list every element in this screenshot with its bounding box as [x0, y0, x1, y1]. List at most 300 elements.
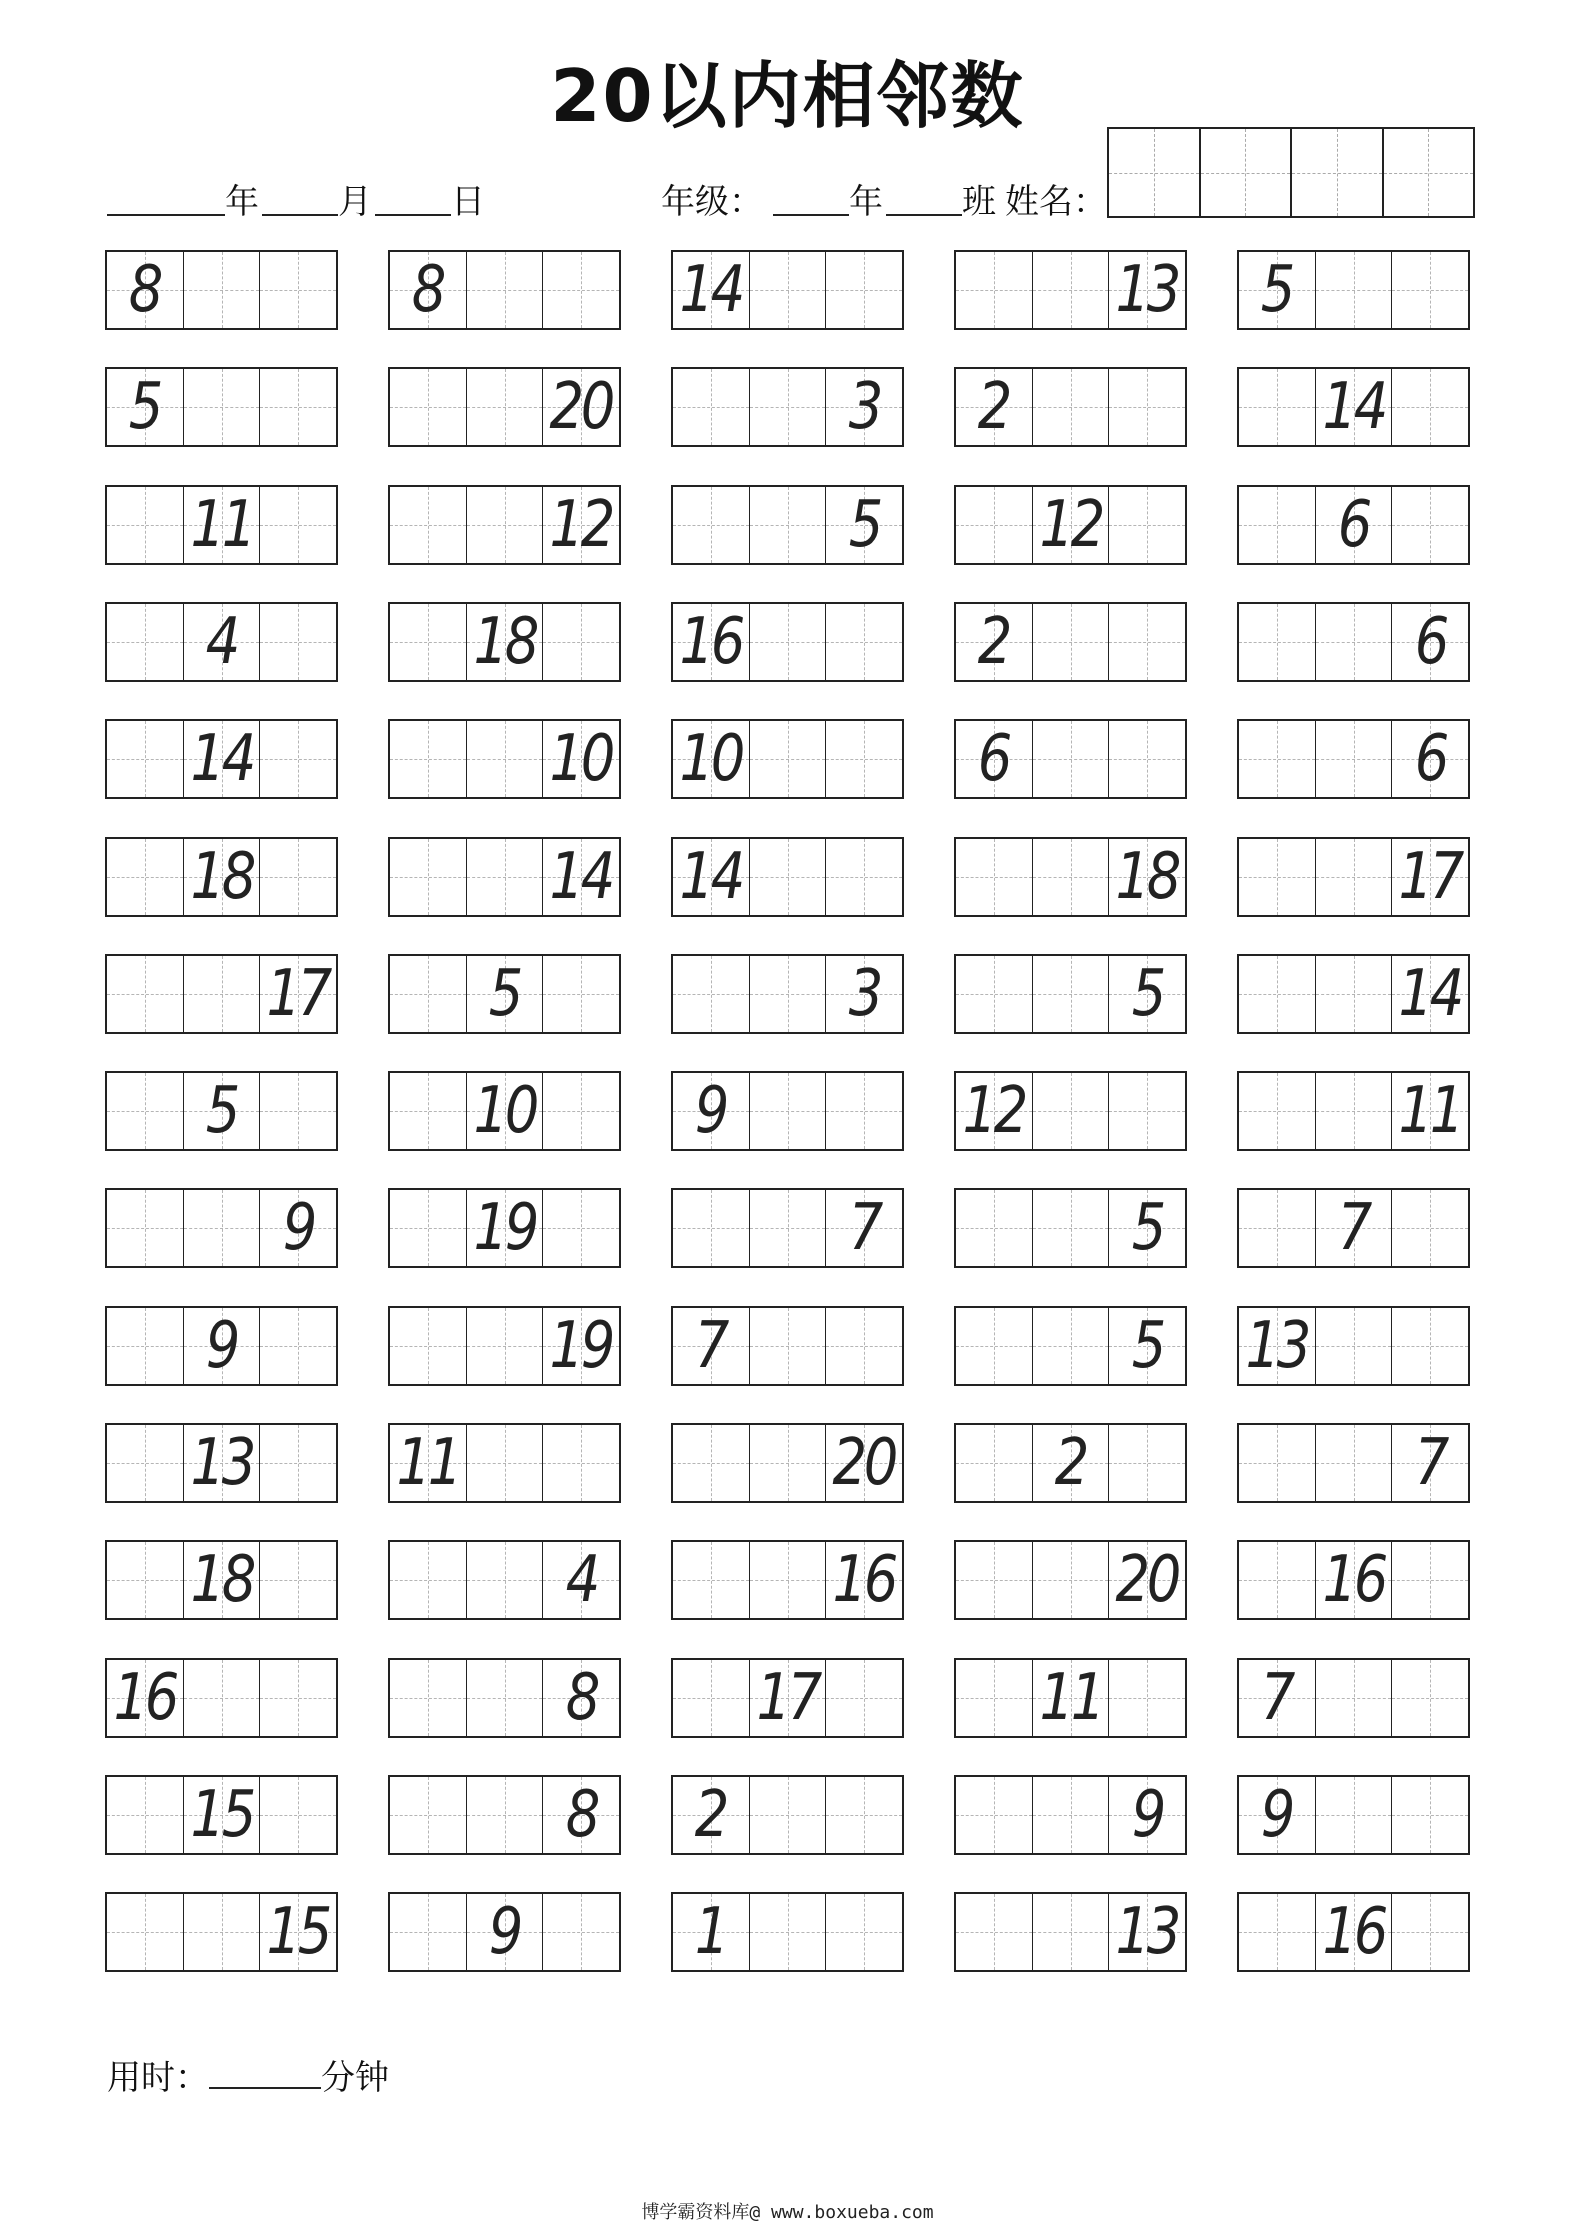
given-number-cell [956, 721, 1033, 797]
answer-cell[interactable] [1239, 1425, 1316, 1501]
day-blank[interactable] [375, 214, 451, 216]
neighbor-exercise [105, 1188, 338, 1268]
given-number-cell [1316, 369, 1393, 445]
answer-cell[interactable] [467, 1425, 544, 1501]
answer-cell[interactable] [1239, 721, 1316, 797]
answer-cell[interactable] [184, 956, 261, 1032]
given-number-cell [184, 839, 261, 915]
given-number: 6 [1414, 722, 1446, 796]
answer-cell[interactable] [1033, 721, 1110, 797]
answer-cell[interactable] [1239, 1542, 1316, 1618]
answer-cell[interactable] [750, 1190, 827, 1266]
answer-cell[interactable] [956, 252, 1033, 328]
neighbor-exercise [388, 1658, 621, 1738]
given-number-cell [184, 487, 261, 563]
neighbor-exercise [671, 602, 904, 682]
answer-cell[interactable] [1109, 721, 1185, 797]
given-number: 14 [679, 840, 743, 914]
given-number-cell [184, 604, 261, 680]
answer-cell[interactable] [107, 956, 184, 1032]
given-number: 14 [1398, 957, 1462, 1031]
given-number: 13 [1245, 1309, 1309, 1383]
given-number: 16 [1322, 1895, 1385, 1969]
answer-cell[interactable] [467, 1542, 544, 1618]
answer-cell[interactable] [1033, 1542, 1110, 1618]
given-number: 14 [679, 253, 743, 327]
given-number-cell [673, 839, 750, 915]
answer-cell[interactable] [260, 369, 336, 445]
name-box[interactable] [1109, 129, 1201, 216]
given-number-cell [1392, 604, 1468, 680]
answer-cell[interactable] [956, 1190, 1033, 1266]
answer-cell[interactable] [107, 1190, 184, 1266]
answer-cell[interactable] [956, 1777, 1033, 1853]
given-number-cell [1392, 956, 1468, 1032]
answer-cell[interactable] [1033, 1308, 1110, 1384]
answer-cell[interactable] [260, 839, 336, 915]
answer-cell[interactable] [260, 721, 336, 797]
answer-cell[interactable] [750, 369, 827, 445]
given-number: 17 [1398, 840, 1462, 914]
answer-cell[interactable] [1392, 1660, 1468, 1736]
neighbor-exercise [1237, 1775, 1470, 1855]
given-number: 20 [832, 1426, 896, 1500]
answer-cell[interactable] [260, 1777, 336, 1853]
given-number: 5 [129, 370, 161, 444]
answer-cell[interactable] [1033, 369, 1110, 445]
neighbor-exercise [954, 367, 1187, 447]
answer-cell[interactable] [1239, 1190, 1316, 1266]
given-number: 7 [695, 1309, 727, 1383]
answer-cell[interactable] [390, 839, 467, 915]
answer-cell[interactable] [467, 839, 544, 915]
answer-cell[interactable] [673, 1660, 750, 1736]
answer-cell[interactable] [467, 369, 544, 445]
neighbor-exercise [1237, 954, 1470, 1034]
given-number: 6 [978, 722, 1010, 796]
answer-cell[interactable] [826, 604, 902, 680]
answer-cell[interactable] [543, 1894, 619, 1970]
neighbor-exercise [954, 602, 1187, 682]
answer-cell[interactable] [1033, 1190, 1110, 1266]
given-number-cell [956, 369, 1033, 445]
answer-cell[interactable] [390, 721, 467, 797]
given-number-cell [1239, 1777, 1316, 1853]
given-number-cell [673, 604, 750, 680]
neighbor-exercise [671, 954, 904, 1034]
answer-cell[interactable] [673, 956, 750, 1032]
answer-cell[interactable] [260, 252, 336, 328]
answer-cell[interactable] [1239, 369, 1316, 445]
given-number: 10 [473, 1074, 536, 1148]
neighbor-exercise [671, 485, 904, 565]
neighbor-exercise [1237, 485, 1470, 565]
neighbor-exercise [954, 1658, 1187, 1738]
neighbor-exercise [105, 1775, 338, 1855]
given-number-cell [543, 369, 619, 445]
answer-cell[interactable] [1392, 252, 1468, 328]
given-number-cell [826, 1190, 902, 1266]
given-number: 20 [1115, 1543, 1179, 1617]
answer-cell[interactable] [826, 252, 902, 328]
answer-cell[interactable] [750, 1425, 827, 1501]
answer-cell[interactable] [543, 1073, 619, 1149]
given-number: 11 [1398, 1074, 1462, 1148]
answer-cell[interactable] [467, 721, 544, 797]
class-blank[interactable] [886, 214, 962, 216]
answer-cell[interactable] [750, 1894, 827, 1970]
answer-cell[interactable] [260, 1425, 336, 1501]
answer-cell[interactable] [1239, 604, 1316, 680]
name-box[interactable] [1292, 129, 1384, 216]
answer-cell[interactable] [107, 839, 184, 915]
answer-cell[interactable] [260, 604, 336, 680]
given-number-cell [673, 1073, 750, 1149]
footer-brand: 博学霸资料库@ www.boxueba.com [641, 2202, 934, 2223]
answer-cell[interactable] [1392, 1308, 1468, 1384]
answer-cell[interactable] [956, 1660, 1033, 1736]
answer-cell[interactable] [184, 1894, 261, 1970]
answer-cell[interactable] [1392, 1190, 1468, 1266]
given-number: 7 [1337, 1191, 1370, 1265]
answer-cell[interactable] [467, 252, 544, 328]
answer-cell[interactable] [750, 1777, 827, 1853]
answer-cell[interactable] [1239, 1894, 1316, 1970]
answer-cell[interactable] [390, 1308, 467, 1384]
given-number-cell [467, 1190, 544, 1266]
month-label: 月 [338, 182, 372, 222]
answer-cell[interactable] [260, 1660, 336, 1736]
answer-cell[interactable] [260, 1073, 336, 1149]
answer-cell[interactable] [390, 1660, 467, 1736]
answer-cell[interactable] [107, 1542, 184, 1618]
answer-cell[interactable] [543, 252, 619, 328]
answer-cell[interactable] [107, 1073, 184, 1149]
answer-cell[interactable] [956, 1542, 1033, 1618]
answer-cell[interactable] [826, 839, 902, 915]
answer-cell[interactable] [826, 721, 902, 797]
answer-cell[interactable] [107, 1777, 184, 1853]
answer-cell[interactable] [1033, 1777, 1110, 1853]
answer-cell[interactable] [543, 604, 619, 680]
answer-cell[interactable] [543, 1190, 619, 1266]
answer-cell[interactable] [107, 1308, 184, 1384]
answer-cell[interactable] [390, 1073, 467, 1149]
neighbor-exercise [671, 1775, 904, 1855]
answer-cell[interactable] [467, 1777, 544, 1853]
name-boxes[interactable] [1107, 127, 1475, 218]
answer-cell[interactable] [750, 604, 827, 680]
given-number: 15 [266, 1895, 330, 1969]
answer-cell[interactable] [467, 1660, 544, 1736]
answer-cell[interactable] [750, 1542, 827, 1618]
answer-cell[interactable] [1392, 369, 1468, 445]
month-blank[interactable] [262, 214, 338, 216]
answer-cell[interactable] [826, 1308, 902, 1384]
answer-cell[interactable] [673, 1190, 750, 1266]
given-number-cell [260, 1190, 336, 1266]
given-number-cell [1033, 487, 1110, 563]
given-number-cell [1109, 1308, 1185, 1384]
answer-cell[interactable] [1109, 369, 1185, 445]
answer-cell[interactable] [1316, 1308, 1393, 1384]
answer-cell[interactable] [390, 604, 467, 680]
answer-cell[interactable] [1392, 1777, 1468, 1853]
answer-cell[interactable] [673, 369, 750, 445]
neighbor-exercise [105, 837, 338, 917]
answer-cell[interactable] [390, 1542, 467, 1618]
given-number-cell [1392, 839, 1468, 915]
answer-cell[interactable] [1033, 956, 1110, 1032]
given-number: 9 [205, 1309, 238, 1383]
given-number: 3 [848, 957, 880, 1031]
given-number-cell [1239, 1660, 1316, 1736]
answer-cell[interactable] [750, 1308, 827, 1384]
answer-cell[interactable] [1316, 1660, 1393, 1736]
neighbor-exercise [671, 250, 904, 330]
answer-cell[interactable] [390, 487, 467, 563]
neighbor-exercise [1237, 367, 1470, 447]
neighbor-exercise [105, 1071, 338, 1151]
grade-label: 年级： [661, 182, 763, 222]
given-number-cell [543, 1308, 619, 1384]
given-number: 19 [549, 1309, 613, 1383]
answer-cell[interactable] [1109, 1660, 1185, 1736]
answer-cell[interactable] [184, 1660, 261, 1736]
answer-cell[interactable] [956, 1425, 1033, 1501]
answer-cell[interactable] [260, 1308, 336, 1384]
answer-cell[interactable] [1239, 487, 1316, 563]
given-number-cell [750, 1660, 827, 1736]
given-number: 2 [1054, 1426, 1087, 1500]
given-number-cell [184, 1073, 261, 1149]
given-number: 2 [978, 605, 1010, 679]
answer-cell[interactable] [390, 956, 467, 1032]
given-number: 14 [1322, 370, 1385, 444]
answer-cell[interactable] [956, 1894, 1033, 1970]
given-number-cell [467, 604, 544, 680]
answer-cell[interactable] [1392, 487, 1468, 563]
answer-cell[interactable] [1316, 1425, 1393, 1501]
neighbor-exercise [105, 1892, 338, 1972]
neighbor-exercise [388, 1306, 621, 1386]
answer-cell[interactable] [1109, 487, 1185, 563]
answer-cell[interactable] [1316, 956, 1393, 1032]
neighbor-exercise [388, 1188, 621, 1268]
neighbor-exercise [105, 1306, 338, 1386]
given-number-cell [543, 1542, 619, 1618]
given-number: 4 [565, 1543, 597, 1617]
neighbor-exercise [105, 719, 338, 799]
answer-cell[interactable] [750, 252, 827, 328]
given-number: 5 [1131, 1309, 1163, 1383]
given-number-cell [107, 369, 184, 445]
answer-cell[interactable] [107, 1425, 184, 1501]
answer-cell[interactable] [107, 1894, 184, 1970]
answer-cell[interactable] [956, 839, 1033, 915]
neighbor-exercise [105, 1540, 338, 1620]
neighbor-exercise [1237, 1423, 1470, 1503]
given-number: 15 [190, 1778, 253, 1852]
answer-cell[interactable] [1033, 604, 1110, 680]
neighbor-exercise [1237, 1540, 1470, 1620]
given-number: 16 [113, 1661, 177, 1735]
answer-cell[interactable] [826, 1660, 902, 1736]
answer-cell[interactable] [1109, 604, 1185, 680]
answer-cell[interactable] [826, 1073, 902, 1149]
given-number: 17 [266, 957, 330, 1031]
grade-year-label: 年 [849, 182, 883, 222]
name-box[interactable] [1384, 129, 1474, 216]
answer-cell[interactable] [1033, 839, 1110, 915]
day-label: 日 [451, 182, 485, 222]
given-number: 11 [1039, 1661, 1102, 1735]
neighbor-exercise [105, 485, 338, 565]
answer-cell[interactable] [826, 1777, 902, 1853]
neighbor-exercise [671, 1071, 904, 1151]
given-number: 9 [488, 1895, 521, 1969]
answer-cell[interactable] [673, 1542, 750, 1618]
neighbor-exercise [105, 1423, 338, 1503]
neighbor-exercise [1237, 837, 1470, 917]
given-number-cell [390, 252, 467, 328]
given-number: 8 [129, 253, 161, 327]
answer-cell[interactable] [1316, 839, 1393, 915]
answer-cell[interactable] [184, 1190, 261, 1266]
answer-cell[interactable] [1033, 1073, 1110, 1149]
answer-cell[interactable] [750, 721, 827, 797]
answer-cell[interactable] [956, 956, 1033, 1032]
given-number-cell [1239, 252, 1316, 328]
neighbor-exercise [388, 485, 621, 565]
answer-cell[interactable] [260, 1542, 336, 1618]
time-blank[interactable] [209, 2057, 321, 2089]
neighbor-exercise [671, 1306, 904, 1386]
answer-cell[interactable] [260, 487, 336, 563]
answer-cell[interactable] [390, 369, 467, 445]
answer-cell[interactable] [1109, 1073, 1185, 1149]
answer-cell[interactable] [184, 252, 261, 328]
answer-cell[interactable] [390, 1777, 467, 1853]
given-number: 8 [412, 253, 444, 327]
neighbor-exercise [671, 719, 904, 799]
neighbor-exercise [1237, 719, 1470, 799]
answer-cell[interactable] [956, 1308, 1033, 1384]
answer-cell[interactable] [1316, 1073, 1393, 1149]
given-number-cell [956, 1073, 1033, 1149]
given-number: 6 [1337, 488, 1370, 562]
given-number: 2 [695, 1778, 727, 1852]
answer-cell[interactable] [1109, 1425, 1185, 1501]
name-label: 姓名： [1005, 182, 1107, 222]
given-number-cell [543, 721, 619, 797]
neighbor-exercise [388, 367, 621, 447]
answer-cell[interactable] [543, 956, 619, 1032]
answer-cell[interactable] [1033, 252, 1110, 328]
answer-cell[interactable] [1316, 721, 1393, 797]
given-number: 3 [848, 370, 880, 444]
neighbor-exercise [954, 719, 1187, 799]
answer-cell[interactable] [750, 487, 827, 563]
answer-cell[interactable] [750, 956, 827, 1032]
answer-cell[interactable] [750, 839, 827, 915]
time-used [107, 2050, 389, 2099]
answer-cell[interactable] [1392, 1542, 1468, 1618]
answer-cell[interactable] [673, 487, 750, 563]
year-label: 年 [225, 182, 259, 222]
answer-cell[interactable] [107, 604, 184, 680]
given-number-cell [1109, 1190, 1185, 1266]
given-number: 13 [1115, 1895, 1179, 1969]
answer-cell[interactable] [1316, 604, 1393, 680]
answer-cell[interactable] [390, 1894, 467, 1970]
answer-cell[interactable] [673, 1425, 750, 1501]
answer-cell[interactable] [1392, 1894, 1468, 1970]
neighbor-exercise [954, 1306, 1187, 1386]
given-number-cell [467, 1894, 544, 1970]
given-number: 10 [549, 722, 613, 796]
answer-cell[interactable] [956, 487, 1033, 563]
given-number-cell [107, 1660, 184, 1736]
neighbor-exercise [1237, 1188, 1470, 1268]
neighbor-exercise [388, 1775, 621, 1855]
given-number: 9 [282, 1191, 314, 1265]
given-number: 11 [190, 488, 253, 562]
neighbor-exercise [388, 954, 621, 1034]
neighbor-exercise [388, 1540, 621, 1620]
neighbor-exercise [1237, 1892, 1470, 1972]
given-number-cell [826, 1542, 902, 1618]
given-number: 2 [978, 370, 1010, 444]
neighbor-exercise [388, 719, 621, 799]
given-number: 5 [1261, 253, 1293, 327]
given-number: 16 [832, 1543, 896, 1617]
answer-cell[interactable] [1239, 956, 1316, 1032]
given-number-cell [673, 1308, 750, 1384]
given-number: 4 [205, 605, 238, 679]
answer-cell[interactable] [1316, 1777, 1393, 1853]
given-number: 18 [1115, 840, 1179, 914]
name-box[interactable] [1201, 129, 1293, 216]
answer-cell[interactable] [1239, 1073, 1316, 1149]
given-number: 14 [549, 840, 613, 914]
given-number-cell [1033, 1660, 1110, 1736]
answer-cell[interactable] [1316, 252, 1393, 328]
answer-cell[interactable] [107, 721, 184, 797]
answer-cell[interactable] [467, 487, 544, 563]
neighbor-exercise [388, 1071, 621, 1151]
time-label: 用时： [107, 2058, 209, 2098]
neighbor-exercise [388, 837, 621, 917]
answer-cell[interactable] [107, 487, 184, 563]
answer-cell[interactable] [1239, 839, 1316, 915]
grade-blank[interactable] [773, 214, 849, 216]
answer-cell[interactable] [390, 1190, 467, 1266]
given-number: 5 [1131, 957, 1163, 1031]
year-blank[interactable] [107, 214, 225, 216]
answer-cell[interactable] [543, 1425, 619, 1501]
answer-cell[interactable] [750, 1073, 827, 1149]
given-number: 19 [473, 1191, 536, 1265]
neighbor-exercise [954, 1775, 1187, 1855]
answer-cell[interactable] [1033, 1894, 1110, 1970]
answer-cell[interactable] [467, 1308, 544, 1384]
neighbor-exercise [671, 1658, 904, 1738]
answer-cell[interactable] [826, 1894, 902, 1970]
neighbor-exercise [954, 1071, 1187, 1151]
answer-cell[interactable] [184, 369, 261, 445]
given-number: 18 [190, 840, 253, 914]
